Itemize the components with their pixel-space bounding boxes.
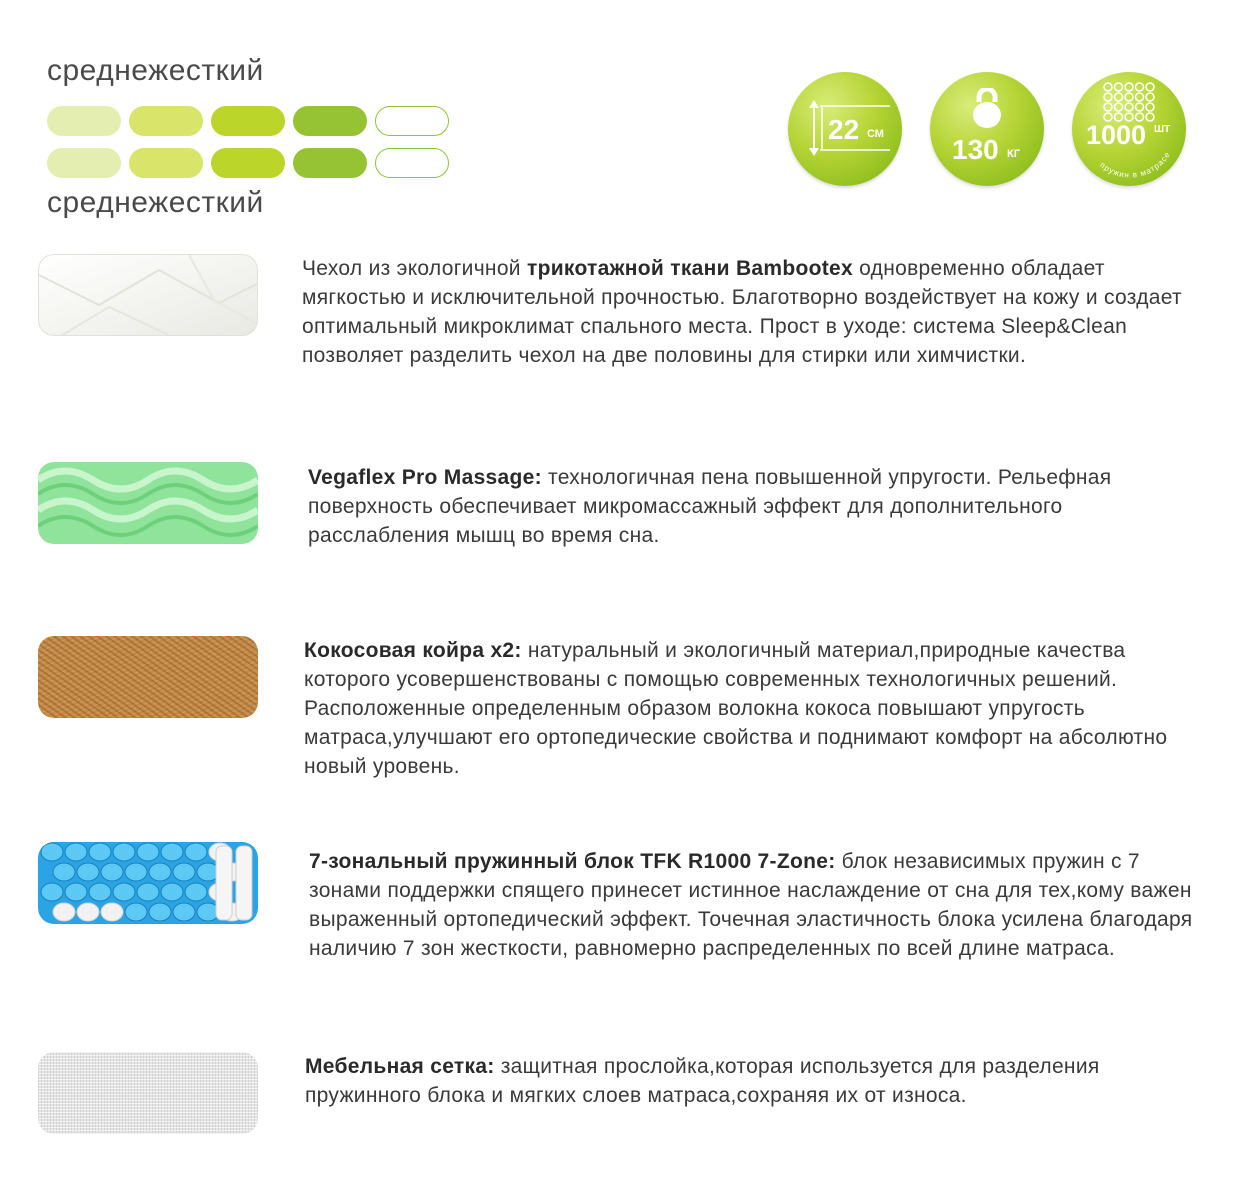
layer-title: Vegaflex Pro Massage: (308, 466, 542, 489)
springs-unit: ШТ (1154, 124, 1171, 135)
spring-pattern-icon (38, 842, 258, 924)
weight-unit: КГ (1007, 148, 1020, 160)
layer-description-springs (309, 847, 1209, 963)
layer-description-mesh (305, 1052, 1185, 1110)
quilt-pattern-icon (39, 255, 258, 336)
massage-foam-image (38, 462, 258, 544)
firmness-level-3 (211, 106, 285, 136)
height-unit: СМ (867, 128, 884, 140)
layer-body: натуральный и экологичный материал,природные качества которого усовершенствованы с помощью современных технологичных решений. Расположенные определенным образом волокна кокоса повышают упругость матраса,улучшают его ортопедические свойства и поднимают комфорт на абсолютно новый уровень. (304, 639, 1168, 778)
spring-block-image (38, 842, 258, 924)
weight-value: 130 (952, 134, 999, 165)
firmness-scale-bottom (47, 148, 449, 178)
layer-body: защитная прослойка,которая используется для разделения пружинного блока и мягких слоев матраса,сохраняя их от износа. (305, 1055, 1100, 1107)
layer-title: 7-зональный пружинный блок TFK R1000 7-Zone: (309, 850, 836, 873)
springs-count-badge (1072, 72, 1186, 186)
firmness-level-1 (47, 148, 121, 178)
firmness-level-2 (129, 148, 203, 178)
layer-body: одновременно обладает мягкостью и исключительной прочностью. Благотворно воздействует на кожу и создает оптимальный микроклимат спального места. Прост в уходе: система Sleep&Clean позволяет разделить чехол на две половины для стирки или химчистки. (302, 257, 1182, 367)
firmness-level-5 (375, 148, 449, 178)
layer-description-cover (302, 254, 1182, 370)
firmness-level-1 (47, 106, 121, 136)
height-badge (788, 72, 902, 186)
layer-title: Кокосовая койра х2: (304, 639, 522, 662)
wave-foam-icon (38, 462, 258, 544)
layer-description-coir (304, 636, 1204, 781)
layer-prefix: Чехол из экологичной (302, 257, 527, 280)
coconut-coir-image (38, 636, 258, 718)
kettlebell-icon (970, 88, 1004, 130)
springs-value: 1000 (1086, 120, 1147, 150)
springs-caption-arc (1072, 72, 1186, 186)
layer-body: технологичная пена повышенной упругости. Рельефная поверхность обеспечивает микромассажный эффект для дополнительного расслабления мышц во время сна. (308, 466, 1112, 547)
firmness-level-4 (293, 148, 367, 178)
firmness-level-2 (129, 106, 203, 136)
layer-title: Мебельная сетка: (305, 1055, 495, 1078)
firmness-level-5 (375, 106, 449, 136)
firmness-scale-top (47, 106, 449, 136)
max-weight-badge (930, 72, 1044, 186)
firmness-label-top: среднежесткий (47, 54, 264, 87)
layer-description-foam (308, 463, 1188, 550)
layer-body: блок независимых пружин с 7 зонами поддержки спящего принесет истинное наслаждение от сна для тех,кому важен выраженный ортопедический эффект. Точечная эластичность блока усилена благодаря наличию 7 зон жесткости, равномерно распределенных по всей длине матраса. (309, 850, 1193, 960)
svg-text:пружин в матрасе (1098, 150, 1172, 180)
layer-title: трикотажной ткани Bambootex (526, 257, 854, 280)
height-value: 22 (828, 114, 860, 145)
springs-caption: пружин в матрасе (1098, 149, 1173, 180)
firmness-level-3 (211, 148, 285, 178)
firmness-level-4 (293, 106, 367, 136)
furniture-mesh-image (38, 1052, 258, 1134)
fabric-cover-image (38, 254, 258, 336)
firmness-label-bottom: среднежесткий (47, 186, 264, 219)
